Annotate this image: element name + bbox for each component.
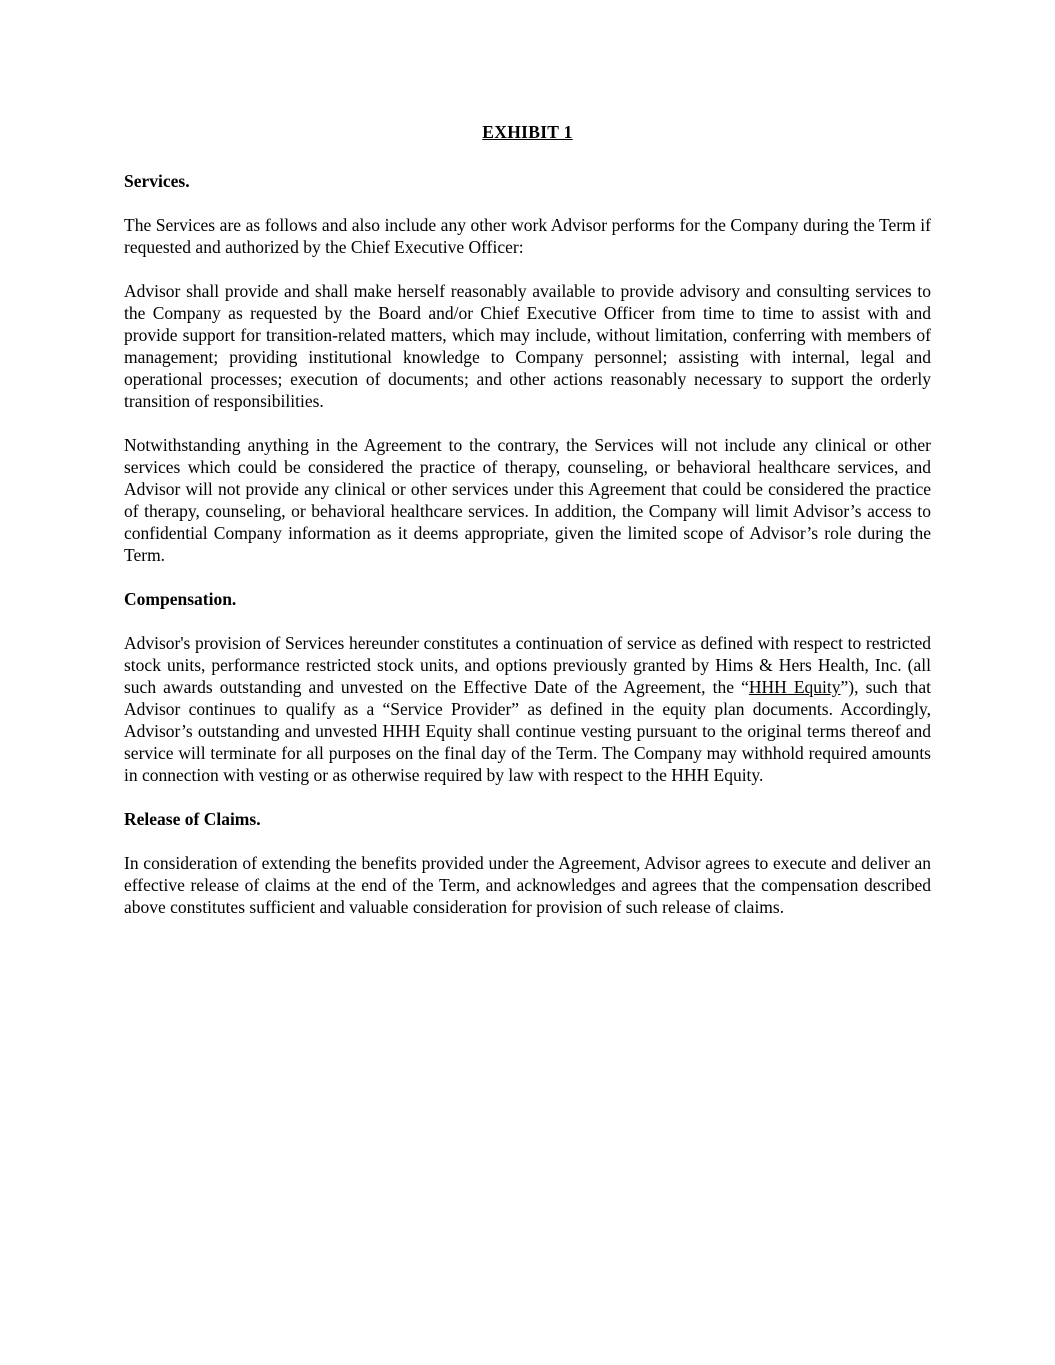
document-title: EXHIBIT 1 (482, 122, 573, 142)
section-heading-release-of-claims: Release of Claims. (124, 809, 261, 829)
paragraph: In consideration of extending the benefits provided under the Agreement, Advisor agrees to execute and deliver an effective release of claims at the end of the Term, and acknowledges and agrees that the compensation described above constitutes sufficient and valuable consideration for provision of such release of claims. (124, 853, 931, 917)
paragraph: Advisor shall provide and shall make herself reasonably available to provide advisory and consulting services to the Company as requested by the Board and/or Chief Executive Officer from time to time to assist with and provide support for transition-related matters, which may include, without limitation, conferring with members of management; providing institutional knowledge to Company personnel; assisting with internal, legal and operational processes; execution of documents; and other actions reasonably necessary to support the orderly transition of responsibilities. (124, 281, 931, 411)
section-heading-services: Services. (124, 171, 190, 191)
defined-term-hhh-equity: HHH Equity (748, 677, 841, 697)
paragraph-text-before-defined-term: Advisor's provision of Services hereunder constitutes a continuation of service as defined with respect to restricted stock units, performance restricted stock units, and options previously granted by Hims & Hers Health, Inc. (all such awards outstanding and unvested on the Effective Date of the Agreement, the “ (124, 633, 931, 697)
paragraph-text-after-defined-term: ”), such that Advisor continues to qualify as a “Service Provider” as defined in the equity plan documents. Accordingly, Advisor’s outstanding and unvested HHH Equity shall continue vesting pursuant to the original terms thereof and service will terminate for all purposes on the final day of the Term. The Company may withhold required amounts in connection with vesting or as otherwise required by law with respect to the HHH Equity. (124, 677, 931, 785)
paragraph (124, 632, 931, 786)
paragraph: The Services are as follows and also include any other work Advisor performs for the Company during the Term if requested and authorized by the Chief Executive Officer: (124, 215, 931, 257)
paragraph: Notwithstanding anything in the Agreement to the contrary, the Services will not include any clinical or other services which could be considered the practice of therapy, counseling, or behavioral healthcare services, and Advisor will not provide any clinical or other services under this Agreement that could be considered the practice of therapy, counseling, or behavioral healthcare services. In addition, the Company will limit Advisor’s access to confidential Company information as it deems appropriate, given the limited scope of Advisor’s role during the Term. (124, 435, 931, 565)
section-heading-compensation: Compensation. (124, 589, 237, 609)
